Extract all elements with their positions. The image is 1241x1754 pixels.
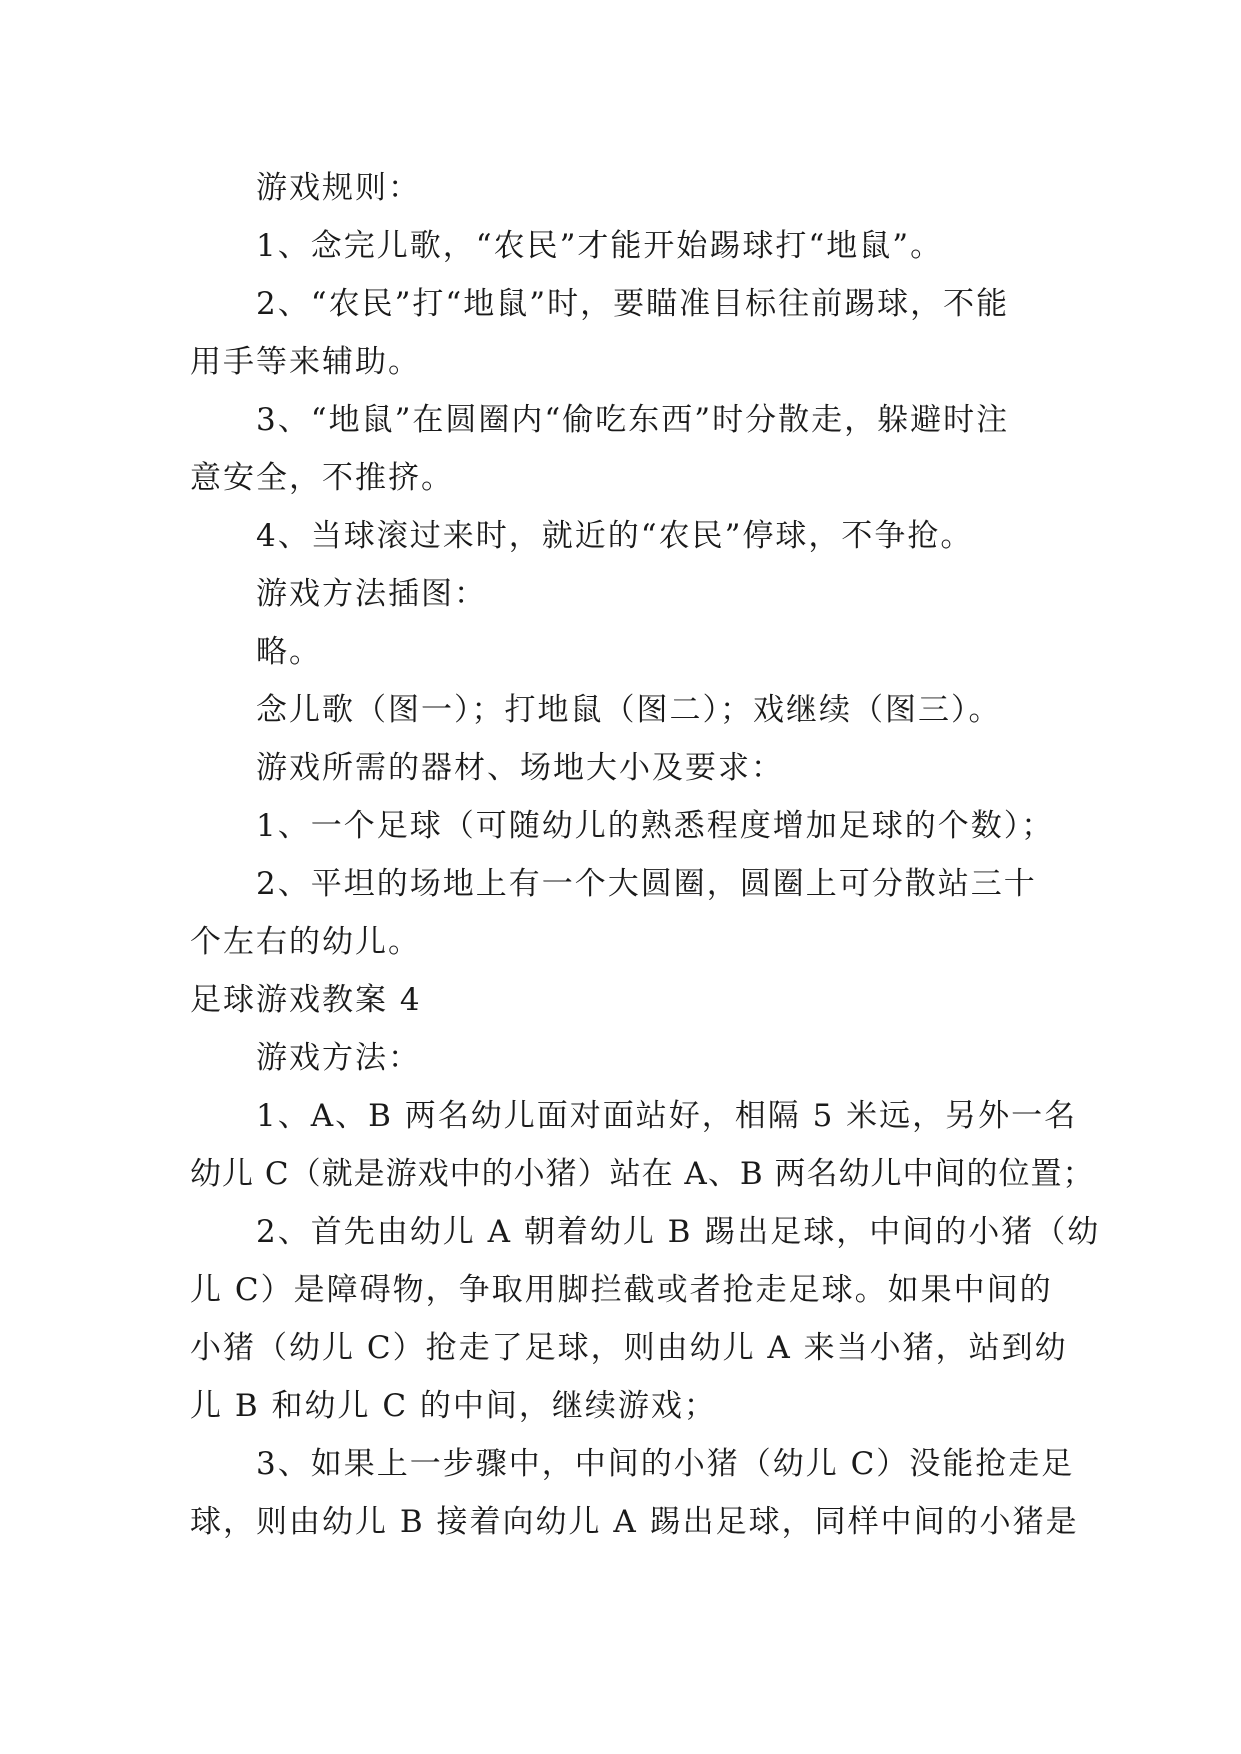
rule-4: 4、当球滚过来时，就近的“农民”停球，不争抢。	[256, 518, 974, 554]
rule-3-line-1: 3、“地鼠”在圆圈内“偷吃东西”时分散走，躲避时注	[256, 402, 1010, 438]
method-2-line-3: 小猪（幼儿 C）抢走了足球，则由幼儿 A 来当小猪，站到幼	[190, 1330, 1068, 1366]
rule-1: 1、念完儿歌，“农民”才能开始踢球打“地鼠”。	[256, 228, 944, 264]
method-2-line-1: 2、首先由幼儿 A 朝着幼儿 B 踢出足球，中间的小猪（幼	[256, 1214, 1101, 1250]
method-1-line-2: 幼儿 C（就是游戏中的小猪）站在 A、B 两名幼儿中间的位置；	[190, 1156, 1095, 1192]
illustration-omitted: 略。	[256, 634, 322, 670]
equipment-2-line-1: 2、平坦的场地上有一个大圆圈，圆圈上可分散站三十	[256, 866, 1037, 902]
method-3-line-1: 3、如果上一步骤中，中间的小猪（幼儿 C）没能抢走足	[256, 1446, 1075, 1482]
equipment-2-line-2: 个左右的幼儿。	[190, 924, 421, 960]
section-title: 足球游戏教案 4	[190, 982, 422, 1018]
method-2-line-4: 儿 B 和幼儿 C 的中间，继续游戏；	[190, 1388, 717, 1424]
illustration-captions: 念儿歌（图一）；打地鼠（图二）；戏继续（图三）。	[256, 692, 1002, 728]
method-3-line-2: 球，则由幼儿 B 接着向幼儿 A 踢出足球，同样中间的小猪是	[190, 1504, 1079, 1540]
method-1-line-1: 1、A、B 两名幼儿面对面站好，相隔 5 米远，另外一名	[256, 1098, 1078, 1134]
method-heading: 游戏方法：	[256, 1040, 421, 1076]
rule-2-line-2: 用手等来辅助。	[190, 344, 421, 380]
equipment-heading: 游戏所需的器材、场地大小及要求：	[256, 750, 784, 786]
illustration-heading: 游戏方法插图：	[256, 576, 487, 612]
rules-heading: 游戏规则：	[256, 170, 421, 206]
rule-3-line-2: 意安全，不推挤。	[190, 460, 454, 496]
rule-2-line-1: 2、“农民”打“地鼠”时，要瞄准目标往前踢球，不能	[256, 286, 1010, 322]
method-2-line-2: 儿 C）是障碍物，争取用脚拦截或者抢走足球。如果中间的	[190, 1272, 1053, 1308]
equipment-1: 1、一个足球（可随幼儿的熟悉程度增加足球的个数）；	[256, 808, 1055, 844]
